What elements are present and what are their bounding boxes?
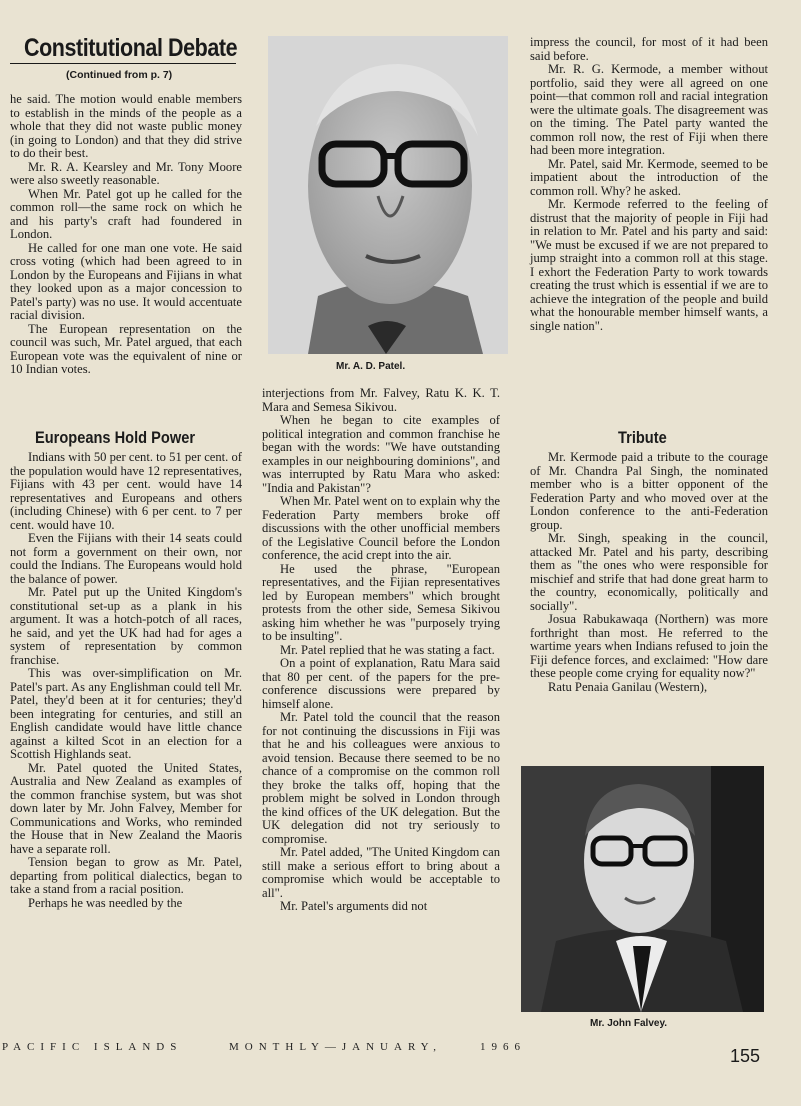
paragraph: Mr. Kermode paid a tribute to the courage of Mr. Chandra Pal Singh, the nominated member who is a bitter opponent of the Federation Party and who moved over at the London conference to the anti-Federation group.: [530, 450, 768, 532]
paragraph: Mr. R. A. Kearsley and Mr. Tony Moore were also sweetly reasonable.: [10, 159, 242, 187]
col2-body: [262, 387, 500, 914]
paragraph: Mr. Singh, speaking in the council, attacked Mr. Patel and his party, describing them as "the ones who were responsible for mischief and strife that had done great harm to the country, economically, politically and socially".: [530, 531, 768, 613]
falvey-caption: Mr. John Falvey.: [590, 1018, 668, 1029]
portrait-image: [268, 36, 508, 354]
paragraph: Mr. Patel quoted the United States, Australia and New Zealand as examples of the common franchise system, but was shot down later by Mr. John Falvey, Member for Communications and Works, who reminded the House that in New Zealand the Maoris have a separate roll.: [10, 760, 242, 856]
col3-body: [530, 451, 768, 694]
col1-body: [10, 451, 242, 910]
paragraph: Mr. Kermode referred to the feeling of distrust that the majority of people in Fiji had in relation to Mr. Patel and his party and said: "We must be excused if we are not prepared to jump straight into a common roll at this stage. I exhort the Federation Party to work towards creating the trust which is essential if we are to achieve the integration of the people and build what the honourable member himself wants, a single nation".: [530, 197, 768, 333]
paragraph: Mr. Patel's arguments did not: [280, 899, 428, 913]
paragraph: Josua Rabukawaqa (Northern) was more forthright than most. He referred to the wartime years when Indians refused to join the Fiji defence forces, and exclaimed: "How dare these people come crying for equality now?": [530, 612, 768, 680]
footer-issue: MONTHLY—JANUARY,: [229, 1041, 442, 1053]
article-title: Constitutional Debate: [24, 34, 238, 62]
col3-intro: [530, 36, 768, 333]
paragraph: Mr. Patel replied that he was stating a fact.: [280, 642, 495, 657]
paragraph: he said. The motion would enable members to establish in the minds of the people as a whole that they did not waste public money (in going to London) and that they did strive to do their best.: [10, 92, 242, 160]
paragraph: interjections from Mr. Falvey, Ratu K. K. T. Mara and Semesa Sikivou.: [262, 386, 500, 414]
paragraph: Mr. Patel told the council that the reason for not continuing the discussions in Fiji was that he and his colleagues were anxious to avoid tension. Because there seemed to be no chance of a compromise on the common roll they broke the talks off, hoping that the problem might be solved in London through the kind offices of the UK delegation. But the UK delegation did not try seriously to compromise.: [262, 710, 500, 846]
paragraph: He used the phrase, "European representatives, and the Fijian representatives led by European members" which brought protests from the other side, Semesa Sikivou asking him whether he was "purposely trying to be insulting".: [262, 561, 500, 643]
page-footer: [0, 1041, 801, 1061]
paragraph: Mr. R. G. Kermode, a member without portfolio, said they were all agreed on one point—that common roll and racial integration were the ultimate goals. The disagreement was on the timing. The Patel party wanted the common roll now, the rest of Fiji when there had been more integration.: [530, 62, 768, 157]
paragraph: Mr. Patel added, "The United Kingdom can still make a serious effort to bring about a compromise which would be acceptable to all".: [262, 845, 500, 900]
paragraph: Perhaps he was needled by the: [28, 895, 183, 910]
paragraph: When Mr. Patel went on to explain why the Federation Party members broke off discussions with the other unofficial members of the Legislative Council before the London conference, the acid crept into the air.: [262, 494, 500, 562]
page-number: 155: [730, 1046, 761, 1066]
paragraph: The European representation on the council was such, Mr. Patel argued, that each European vote was the equivalent of nine or 10 Indian votes.: [10, 321, 242, 376]
paragraph: He called for one man one vote. He said cross voting (which had been agreed to in London by the Europeans and Fijians in what they looked upon as a major concession to Patel's party) was no use. It would accentuate racial division.: [10, 240, 242, 322]
paragraph: On a point of explanation, Ratu Mara said that 80 per cent. of the papers for the pre-conference discussions were prepared by himself alone.: [262, 656, 500, 711]
paragraph: When he began to cite examples of political integration and common franchise he began with the words: "We have outstanding examples in our neighbouring dominions", and was interrupted by Ratu Mara who asked: "India and Pakistan"?: [262, 413, 500, 495]
paragraph: Indians with 50 per cent. to 51 per cent. of the population would have 12 representatives, Fijians with 43 per cent. would have 14 representatives and Europeans and others (including Chinese) with 6 per cent. to 7 per cent. would have 10.: [10, 450, 242, 532]
subhead-tribute: Tribute: [618, 428, 667, 447]
footer-magazine: PACIFIC ISLANDS: [2, 1041, 183, 1053]
paragraph: impress the council, for most of it had been said before.: [530, 35, 768, 63]
falvey-photo: [521, 766, 764, 1012]
patel-caption: Mr. A. D. Patel.: [336, 361, 406, 372]
footer-year: 1966: [480, 1041, 526, 1053]
paragraph: Even the Fijians with their 14 seats could not form a government on their own, nor could the Indians. The Europeans would hold the balance of power.: [10, 531, 242, 586]
continued-note: (Continued from p. 7): [66, 69, 173, 81]
paragraph: Tension began to grow as Mr. Patel, departing from political dialectics, began to take a stand from a racial position.: [10, 855, 242, 896]
patel-photo: [268, 36, 508, 354]
col1-intro: [10, 93, 242, 377]
portrait-image: [521, 766, 764, 1012]
subhead-europeans: Europeans Hold Power: [35, 428, 196, 447]
paragraph: Mr. Patel put up the United Kingdom's constitutional set-up as a plank in his argument. It was a hotch-potch of all races, he said, and yet the UK had had for ages a system of representation by common franchise.: [10, 585, 242, 667]
paragraph: When Mr. Patel got up he called for the common roll—the same rock on which he and his party's craft had foundered in London.: [10, 186, 242, 241]
paragraph: Mr. Patel, said Mr. Kermode, seemed to be impatient about the introduction of the common roll. Why? he asked.: [530, 156, 768, 198]
paragraph: This was over-simplification on Mr. Patel's part. As any Englishman could tell Mr. Patel, they'd been at it for centuries; they'd been integrating for centuries, and still an English candidate would have little chance against a kilted Scot in an election for a Scottish Highlands seat.: [10, 666, 242, 761]
paragraph: Ratu Penaia Ganilau (Western),: [548, 679, 708, 694]
title-rule: [10, 63, 236, 64]
